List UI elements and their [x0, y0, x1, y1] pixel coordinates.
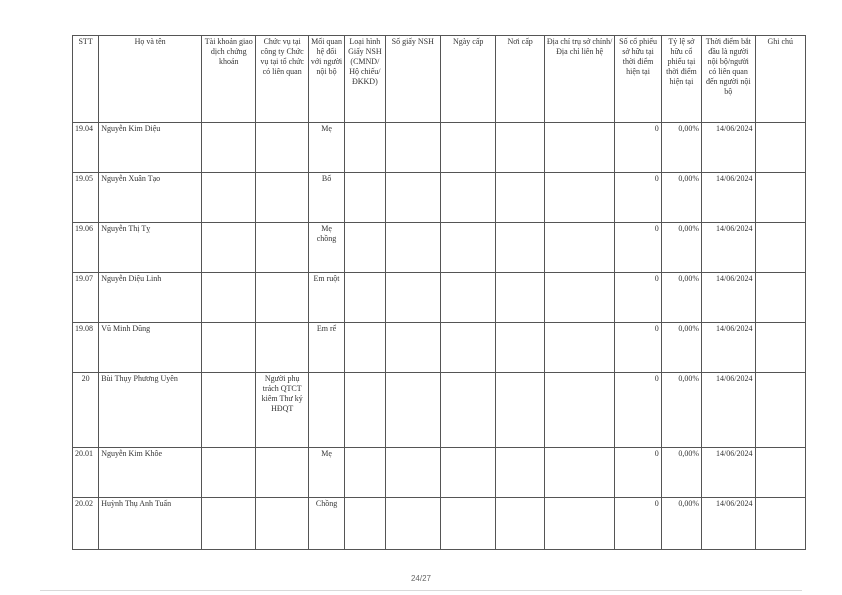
cell-account [202, 323, 256, 373]
page-number: 24/27 [410, 574, 432, 583]
cell-relation: Em ruột [308, 273, 344, 323]
cell-account [202, 448, 256, 498]
cell-relation: Mẹ chồng [308, 223, 344, 273]
cell-stt: 20.01 [73, 448, 99, 498]
cell-note [755, 273, 806, 323]
cell-shares: 0 [615, 373, 661, 448]
cell-issue-place [496, 448, 544, 498]
cell-relation: Bố [308, 173, 344, 223]
cell-relation: Chồng [308, 498, 344, 550]
cell-name: Nguyễn Diệu Linh [99, 273, 202, 323]
cell-relation: Mẹ [308, 123, 344, 173]
cell-note [755, 323, 806, 373]
cell-start-date: 14/06/2024 [702, 323, 755, 373]
table-row [73, 123, 806, 173]
cell-shares: 0 [615, 273, 661, 323]
cell-id-number [385, 323, 440, 373]
cell-address [544, 498, 615, 550]
cell-id-type [345, 448, 385, 498]
header-note: Ghi chú [755, 36, 806, 123]
cell-relation: Em rể [308, 323, 344, 373]
header-address: Địa chỉ trụ sở chính/ Địa chỉ liên hệ [544, 36, 615, 123]
cell-stt: 20 [73, 373, 99, 448]
cell-issue-place [496, 273, 544, 323]
header-issue-place: Nơi cấp [496, 36, 544, 123]
cell-stt: 20.02 [73, 498, 99, 550]
cell-address [544, 223, 615, 273]
cell-shares: 0 [615, 448, 661, 498]
header-relation: Mối quan hệ đối với người nội bộ [308, 36, 344, 123]
cell-account [202, 173, 256, 223]
cell-relation [308, 373, 344, 448]
cell-start-date: 14/06/2024 [702, 373, 755, 448]
cell-issue-date [440, 123, 495, 173]
cell-id-type [345, 323, 385, 373]
cell-stt: 19.06 [73, 223, 99, 273]
cell-note [755, 173, 806, 223]
cell-id-type [345, 373, 385, 448]
table-row [73, 173, 806, 223]
cell-account [202, 498, 256, 550]
cell-account [202, 223, 256, 273]
cell-ratio: 0,00% [661, 123, 701, 173]
cell-name: Huỳnh Thụ Anh Tuấn [99, 498, 202, 550]
cell-position [256, 123, 308, 173]
cell-issue-date [440, 273, 495, 323]
header-ratio: Tỷ lệ sở hữu cổ phiếu tại thời điểm hiện tại [661, 36, 701, 123]
cell-id-number [385, 173, 440, 223]
cell-ratio: 0,00% [661, 323, 701, 373]
cell-address [544, 123, 615, 173]
cell-start-date: 14/06/2024 [702, 173, 755, 223]
cell-ratio: 0,00% [661, 273, 701, 323]
cell-id-number [385, 123, 440, 173]
cell-shares: 0 [615, 498, 661, 550]
header-id-type: Loại hình Giấy NSH (CMND/ Hộ chiếu/ ĐKKD) [345, 36, 385, 123]
header-id-number: Số giấy NSH [385, 36, 440, 123]
cell-name: Nguyễn Kim Diệu [99, 123, 202, 173]
cell-start-date: 14/06/2024 [702, 448, 755, 498]
cell-note [755, 373, 806, 448]
cell-issue-place [496, 373, 544, 448]
cell-account [202, 123, 256, 173]
cell-issue-place [496, 323, 544, 373]
cell-issue-date [440, 323, 495, 373]
cell-address [544, 173, 615, 223]
cell-name: Bùi Thụy Phương Uyên [99, 373, 202, 448]
cell-position [256, 498, 308, 550]
header-row [73, 36, 806, 123]
table-row [73, 223, 806, 273]
cell-note [755, 123, 806, 173]
table-row [73, 498, 806, 550]
cell-start-date: 14/06/2024 [702, 498, 755, 550]
cell-stt: 19.08 [73, 323, 99, 373]
cell-start-date: 14/06/2024 [702, 223, 755, 273]
cell-position [256, 173, 308, 223]
cell-issue-place [496, 223, 544, 273]
cell-id-number [385, 448, 440, 498]
table-row [73, 373, 806, 448]
header-shares: Số cổ phiếu sở hữu tại thời điểm hiện tại [615, 36, 661, 123]
cell-shares: 0 [615, 223, 661, 273]
cell-name: Nguyễn Thị Tỵ [99, 223, 202, 273]
cell-address [544, 448, 615, 498]
cell-shares: 0 [615, 123, 661, 173]
header-stt: STT [73, 36, 99, 123]
cell-address [544, 373, 615, 448]
cell-ratio: 0,00% [661, 223, 701, 273]
cell-position [256, 323, 308, 373]
cell-id-number [385, 498, 440, 550]
cell-start-date: 14/06/2024 [702, 273, 755, 323]
cell-issue-place [496, 123, 544, 173]
cell-id-type [345, 223, 385, 273]
cell-position [256, 273, 308, 323]
cell-note [755, 223, 806, 273]
cell-id-number [385, 223, 440, 273]
cell-account [202, 273, 256, 323]
cell-ratio: 0,00% [661, 373, 701, 448]
cell-position [256, 448, 308, 498]
cell-ratio: 0,00% [661, 173, 701, 223]
header-name: Họ và tên [99, 36, 202, 123]
cell-issue-date [440, 373, 495, 448]
cell-ratio: 0,00% [661, 498, 701, 550]
cell-stt: 19.04 [73, 123, 99, 173]
cell-address [544, 273, 615, 323]
cell-id-number [385, 373, 440, 448]
header-issue-date: Ngày cấp [440, 36, 495, 123]
header-start-date: Thời điểm bắt đầu là người nội bộ/người có liên quan đến người nội bộ [702, 36, 755, 123]
cell-name: Nguyễn Kim Khôe [99, 448, 202, 498]
cell-relation: Mẹ [308, 448, 344, 498]
cell-shares: 0 [615, 323, 661, 373]
cell-issue-place [496, 173, 544, 223]
cell-start-date: 14/06/2024 [702, 123, 755, 173]
footer-divider [40, 590, 802, 591]
cell-address [544, 323, 615, 373]
cell-position: Người phụ trách QTCT kiêm Thư ký HĐQT [256, 373, 308, 448]
cell-name: Nguyễn Xuân Tạo [99, 173, 202, 223]
table-row [73, 448, 806, 498]
cell-stt: 19.05 [73, 173, 99, 223]
header-account: Tài khoản giao dịch chứng khoán [202, 36, 256, 123]
cell-issue-place [496, 498, 544, 550]
cell-issue-date [440, 498, 495, 550]
cell-id-type [345, 123, 385, 173]
header-position: Chức vụ tại công ty Chức vụ tại tổ chức có liên quan [256, 36, 308, 123]
cell-ratio: 0,00% [661, 448, 701, 498]
cell-account [202, 373, 256, 448]
cell-id-type [345, 498, 385, 550]
cell-id-type [345, 173, 385, 223]
cell-shares: 0 [615, 173, 661, 223]
cell-note [755, 448, 806, 498]
cell-issue-date [440, 223, 495, 273]
table-row [73, 273, 806, 323]
shareholder-table [72, 35, 806, 550]
table-row [73, 323, 806, 373]
cell-note [755, 498, 806, 550]
cell-name: Vũ Minh Dũng [99, 323, 202, 373]
cell-id-number [385, 273, 440, 323]
cell-position [256, 223, 308, 273]
cell-issue-date [440, 173, 495, 223]
cell-issue-date [440, 448, 495, 498]
cell-id-type [345, 273, 385, 323]
cell-stt: 19.07 [73, 273, 99, 323]
